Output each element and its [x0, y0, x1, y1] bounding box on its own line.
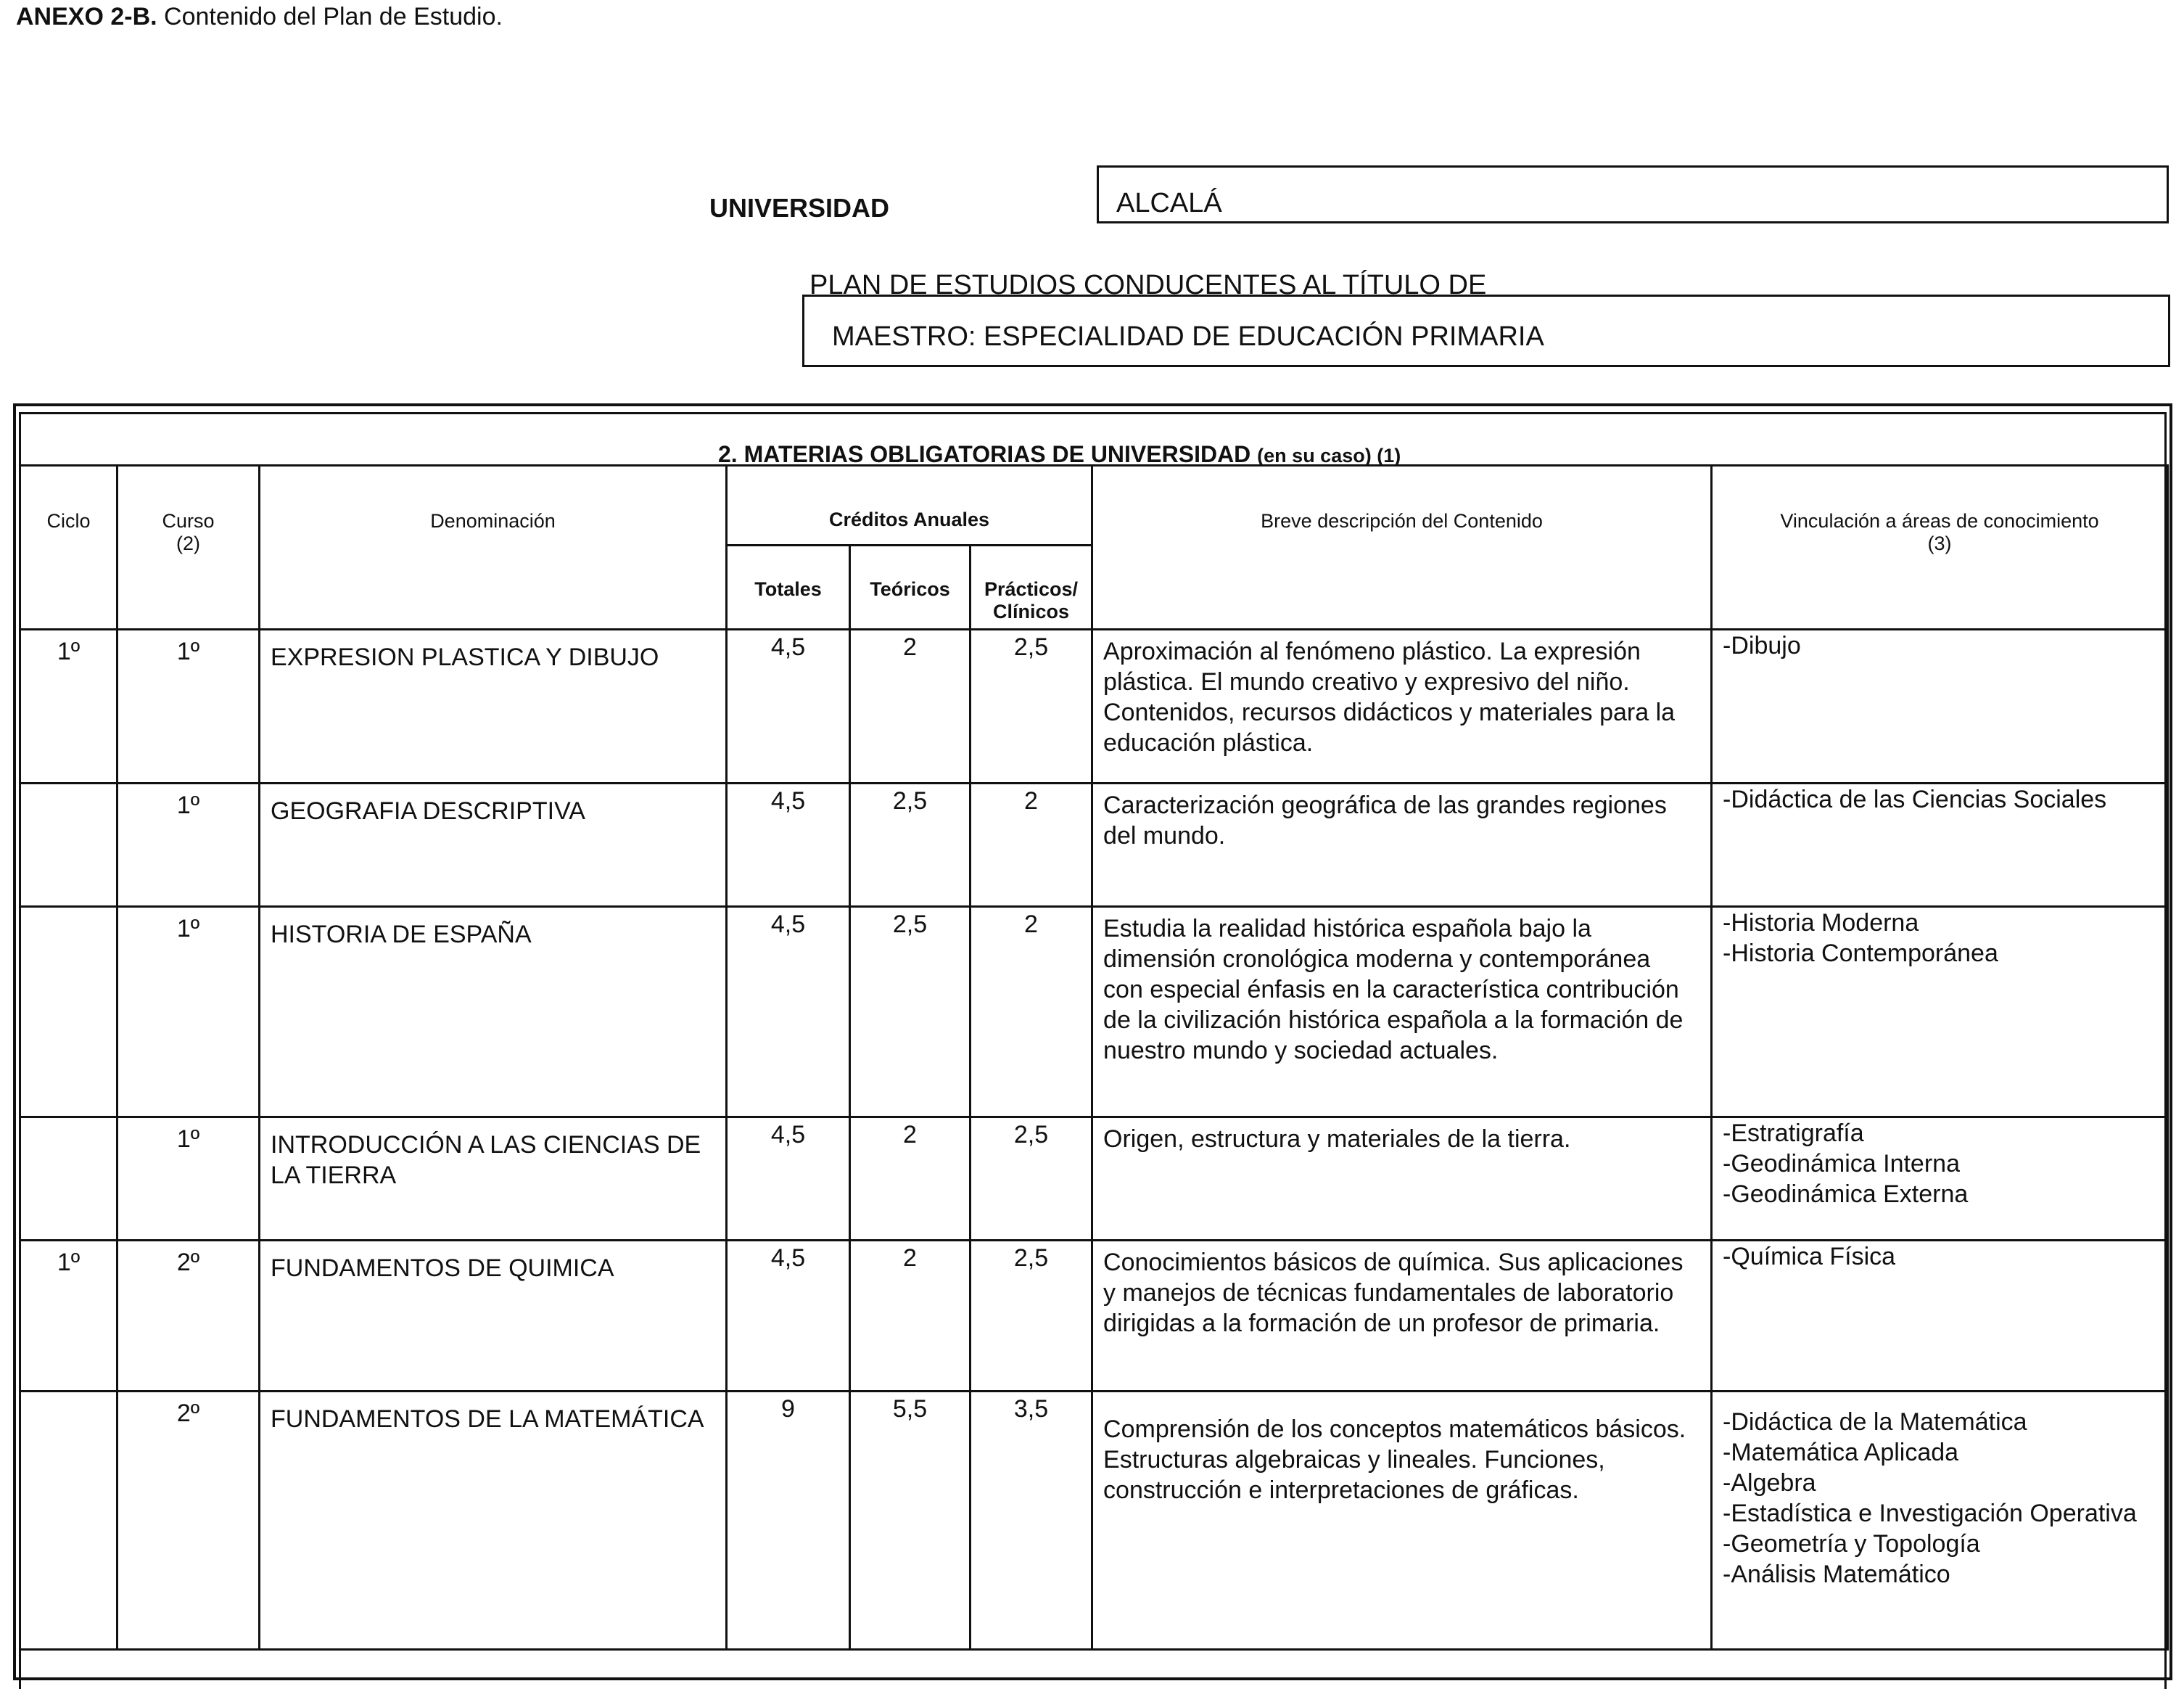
cell-teoricos: 2	[850, 1241, 971, 1392]
cell-practicos: 2,5	[971, 1241, 1092, 1392]
subjects-table	[19, 464, 2169, 1651]
table-row	[20, 907, 2168, 1117]
table-row	[20, 1241, 2168, 1392]
cell-areas	[1712, 907, 2168, 1117]
cell-descripcion: Aproximación al fenómeno plástico. La expresión plástica. El mundo creativo y expresivo del niño. Contenidos, recursos didácticos y materiales para la educación plástica.	[1092, 630, 1712, 784]
header-practicos	[971, 546, 1092, 630]
cell-areas	[1712, 630, 2168, 784]
area-item: -Historia Moderna	[1723, 909, 1919, 937]
cell-practicos: 2,5	[971, 630, 1092, 784]
table-row	[20, 1392, 2168, 1650]
cell-practicos: 2	[971, 784, 1092, 907]
header-ciclo: Ciclo	[20, 466, 118, 630]
area-item: -Algebra	[1723, 1469, 1816, 1497]
plan-label: PLAN DE ESTUDIOS CONDUCENTES AL TÍTULO DE	[809, 270, 1487, 300]
cell-practicos: 3,5	[971, 1392, 1092, 1650]
header-creditos: Créditos Anuales	[727, 466, 1092, 546]
table-row	[20, 1117, 2168, 1241]
area-item: -Estratigrafía	[1723, 1119, 1864, 1147]
university-label: UNIVERSIDAD	[709, 193, 890, 223]
header-teoricos: Teóricos	[850, 546, 971, 630]
annex-number: ANEXO 2-B.	[16, 3, 157, 30]
cell-curso: 1º	[118, 1117, 260, 1241]
cell-totales: 4,5	[727, 784, 850, 907]
cell-denominacion: FUNDAMENTOS DE QUIMICA	[260, 1241, 727, 1392]
table-row	[20, 784, 2168, 907]
header-totales: Totales	[727, 546, 850, 630]
cell-curso: 2º	[118, 1241, 260, 1392]
annex-heading	[16, 3, 503, 31]
cell-descripcion: Origen, estructura y materiales de la tierra.	[1092, 1117, 1712, 1241]
cell-descripcion: Caracterización geográfica de las grandes regiones del mundo.	[1092, 784, 1712, 907]
area-item: -Geodinámica Interna	[1723, 1150, 1960, 1178]
header-descripcion: Breve descripción del Contenido	[1092, 466, 1712, 630]
cell-totales: 9	[727, 1392, 850, 1650]
cell-ciclo: 1º	[20, 1241, 118, 1392]
header-vinculacion	[1712, 466, 2168, 630]
section-title-text: 2. MATERIAS OBLIGATORIAS DE UNIVERSIDAD	[718, 441, 1251, 467]
cell-ciclo: 1º	[20, 630, 118, 784]
cell-areas	[1712, 1117, 2168, 1241]
area-item: -Matemática Aplicada	[1723, 1439, 1959, 1466]
area-item: -Análisis Matemático	[1723, 1561, 1950, 1588]
header-denominacion: Denominación	[260, 466, 727, 630]
header-vinculacion-note: (3)	[1927, 533, 1952, 554]
area-item: -Geometría y Topología	[1723, 1530, 1980, 1558]
cell-descripcion: Conocimientos básicos de química. Sus aplicaciones y manejos de técnicas fundamentales de laboratorio dirigidas a la formación de un profesor de primaria.	[1092, 1241, 1712, 1392]
cell-practicos: 2	[971, 907, 1092, 1117]
header-row	[20, 466, 2168, 546]
cell-teoricos: 2,5	[850, 784, 971, 907]
cell-denominacion: EXPRESION PLASTICA Y DIBUJO	[260, 630, 727, 784]
cell-teoricos: 2	[850, 630, 971, 784]
area-item: -Historia Contemporánea	[1723, 940, 1998, 967]
cell-teoricos: 2	[850, 1117, 971, 1241]
cell-denominacion: HISTORIA DE ESPAÑA	[260, 907, 727, 1117]
header-clinicos-label: Clínicos	[993, 601, 1070, 622]
cell-practicos: 2,5	[971, 1117, 1092, 1241]
cell-denominacion: GEOGRAFIA DESCRIPTIVA	[260, 784, 727, 907]
plan-title: MAESTRO: ESPECIALIDAD DE EDUCACIÓN PRIMARIA	[802, 295, 2170, 367]
cell-totales: 4,5	[727, 1241, 850, 1392]
cell-teoricos: 2,5	[850, 907, 971, 1117]
table-row	[20, 630, 2168, 784]
header-practicos-label: Prácticos/	[984, 578, 1079, 600]
cell-ciclo	[20, 1117, 118, 1241]
cell-descripcion: Comprensión de los conceptos matemáticos básicos. Estructuras algebraicas y lineales. Funciones, construcción e interpretaciones de gráficas.	[1092, 1392, 1712, 1650]
cell-curso: 1º	[118, 784, 260, 907]
annex-title: Contenido del Plan de Estudio.	[157, 3, 503, 30]
cell-ciclo	[20, 1392, 118, 1650]
section-title-note: (en su caso) (1)	[1257, 445, 1401, 467]
cell-areas	[1712, 1392, 2168, 1650]
area-item: -Geodinámica Externa	[1723, 1180, 1969, 1208]
area-item: -Química Física	[1723, 1243, 1896, 1270]
area-item: -Estadística e Investigación Operativa	[1723, 1500, 2137, 1527]
cell-totales: 4,5	[727, 1117, 850, 1241]
cell-descripcion: Estudia la realidad histórica española bajo la dimensión cronológica moderna y contemporánea con especial énfasis en la característica contribución de la civilización histórica española a la formación de nuestro mundo y sociedad actuales.	[1092, 907, 1712, 1117]
area-item: -Didáctica de la Matemática	[1723, 1408, 2027, 1436]
header-curso-label: Curso	[162, 510, 215, 532]
cell-totales: 4,5	[727, 630, 850, 784]
header-curso	[118, 466, 260, 630]
cell-denominacion: FUNDAMENTOS DE LA MATEMÁTICA	[260, 1392, 727, 1650]
cell-curso: 2º	[118, 1392, 260, 1650]
cell-curso: 1º	[118, 907, 260, 1117]
cell-teoricos: 5,5	[850, 1392, 971, 1650]
university-value: ALCALÁ	[1097, 165, 2169, 223]
area-item: -Didáctica de las Ciencias Sociales	[1723, 786, 2107, 813]
cell-ciclo	[20, 784, 118, 907]
cell-totales: 4,5	[727, 907, 850, 1117]
cell-areas	[1712, 1241, 2168, 1392]
cell-areas	[1712, 784, 2168, 907]
cell-denominacion: INTRODUCCIÓN A LAS CIENCIAS DE LA TIERRA	[260, 1117, 727, 1241]
area-item: -Dibujo	[1723, 632, 1801, 659]
header-curso-note: (2)	[176, 533, 200, 554]
cell-ciclo	[20, 907, 118, 1117]
cell-curso: 1º	[118, 630, 260, 784]
header-vinculacion-label: Vinculación a áreas de conocimiento	[1780, 510, 2099, 532]
